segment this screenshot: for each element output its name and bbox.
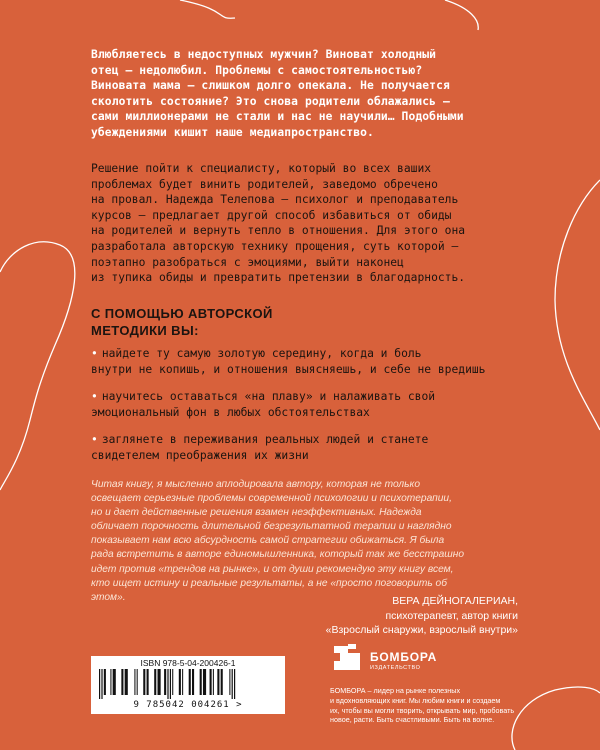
list-item-text: научитесь оставаться «на плаву» и налаживать свой (101, 390, 436, 404)
intro-line: сами миллионерами не стали и нас не научили… Подобными (91, 110, 464, 124)
barcode-bar (172, 669, 173, 695)
publisher-note-line: новое, расти. Быть счастливыми. Быть на волне. (330, 715, 495, 725)
barcode-bar (158, 669, 161, 695)
attribution-book: «Взрослый снаружи, взрослый внутри» (325, 624, 518, 636)
description-line: на родителей и вернуть тепло в отношения. Для этого она (91, 224, 466, 238)
bullet-marker: • (91, 347, 98, 360)
description-line: проблемах будет винить родителей, заведомо обречено (91, 177, 438, 191)
list-item (91, 432, 551, 463)
methods-list (91, 346, 551, 476)
barcode-bar (221, 669, 223, 695)
barcode-bar (179, 669, 181, 695)
intro-line: сколотить состояние? Это снова родители облажались – (91, 94, 450, 108)
barcode-bar (234, 669, 235, 699)
description-line: из тупика обиды и превратить претензии в благодарность. (91, 271, 466, 285)
quote-line: но и дает действенные решения взамен неэффективных. Надежда (91, 507, 422, 519)
publisher-logo (330, 640, 450, 680)
isbn-barcode (91, 656, 285, 714)
barcode-bar (189, 669, 191, 695)
barcode-bar (125, 669, 128, 695)
barcode-bar (147, 669, 149, 695)
intro-line: убеждениями кишит наше медиапространство. (91, 125, 374, 139)
barcode-bar (154, 669, 156, 695)
barcode-bar (113, 669, 116, 695)
description-line: поэтапно разобраться с эмоциями, выйти наконец (91, 255, 404, 269)
description-line: на провал. Надежда Телепова – психолог и преподаватель (91, 193, 459, 207)
list-item-text: найдете ту самую золотую середину, когда и боль (101, 347, 422, 360)
quote-line: Читая книгу, я мысленно аплодировала автору, которая не только (91, 479, 420, 490)
barcode-bar (200, 669, 202, 695)
methods-heading-line: С ПОМОЩЬЮ АВТОРСКОЙ (91, 306, 273, 321)
top-curve (180, 0, 235, 18)
quote-line: освещает серьезные проблемы современной психологии и психотерапии, (91, 493, 452, 505)
barcode-bar (143, 669, 145, 695)
quote-line: идет против «трендов на рынке», и от души рекомендую эту книгу всем, (91, 563, 454, 575)
intro-paragraph (91, 47, 541, 141)
barcode-bar (137, 669, 138, 695)
quote-line: обличает порочность длительной безрезультатной терапии и наглядно (91, 521, 452, 533)
publisher-name: БОМБОРА (370, 650, 438, 664)
barcode-bar (170, 669, 171, 699)
quote-line: показывает нам всю абсурдность самой стратегии обижаться. Я была (91, 535, 445, 547)
intro-line: отец – недолюбил. Проблемы с самостоятельностью? (91, 63, 423, 77)
description-paragraph (91, 161, 546, 286)
barcode-bar (232, 669, 233, 699)
barcode-bar (101, 669, 102, 699)
barcode-bar (110, 669, 111, 695)
list-item (91, 389, 551, 420)
review-quote (91, 478, 536, 605)
bullet-marker: • (91, 433, 98, 447)
description-line: курсов – предлагает другой способ избавиться от обиды (91, 208, 452, 222)
quote-line: кто ищет истину и реальные результаты, а не «просто поговорить об (91, 577, 447, 589)
barcode-bar (104, 669, 106, 695)
intro-line: Влюбляетесь в недоступных мужчин? Виноват холодный (91, 48, 437, 61)
quote-line: этом». (91, 591, 126, 603)
description-line: разработала авторскую технику прощения, суть которой – (91, 239, 459, 253)
attribution-name: ВЕРА ДЕЙНОГАЛЕРИАН, (392, 595, 518, 607)
barcode-bar (121, 669, 123, 695)
barcode-bar (203, 669, 206, 695)
right-curve (555, 180, 600, 430)
list-item-text: свидетелем преображения их жизни (91, 448, 309, 462)
list-item (91, 346, 551, 377)
barcode-bar (217, 669, 219, 695)
publisher-description (330, 686, 526, 725)
publisher-note-line: и вдохновляющих книг. Мы любим книги и создаем (330, 695, 501, 705)
intro-line: Виновата мама – слишком долго опекала. Не получается (91, 79, 450, 93)
methods-heading-line: МЕТОДИКИ ВЫ: (91, 323, 199, 338)
isbn-label: ISBN 978-5-04-200426-1 (140, 658, 236, 668)
description-line: Решение пойти к специалисту, который во всех ваших (91, 162, 432, 175)
list-item-text: заглянете в переживания реальных людей и станете (101, 433, 429, 447)
attribution-role: психотерапевт, автор книги (385, 609, 518, 622)
publisher-note-line: БОМБОРА – лидер на рынке полезных (330, 686, 461, 695)
barcode-bar (164, 669, 166, 695)
publisher-note-line: их, чтобы вы могли творить, открывать мир, пробовать (330, 705, 515, 715)
top-arc (445, 0, 478, 30)
barcode-digits: 9 785042 004261 > (133, 700, 243, 710)
bombora-logo-icon (330, 640, 366, 676)
quote-attribution (218, 594, 518, 638)
barcode-bar (134, 669, 135, 695)
list-item-text: внутри не копишь, и отношения выясняешь, и себе не вредишь (91, 362, 486, 376)
left-curve (0, 242, 75, 490)
quote-line: рада встретить в авторе единомышленника, который так же бесстрашно (91, 549, 465, 561)
barcode-bar (213, 669, 214, 695)
barcode-bars (93, 669, 283, 699)
bullet-marker: • (91, 390, 98, 404)
list-item-text: эмоциональный фон в любых обстоятельствах (91, 405, 370, 419)
barcode-bar (182, 669, 183, 695)
barcode-bar (229, 669, 230, 695)
barcode-bar (210, 669, 212, 695)
methods-heading (91, 305, 391, 339)
publisher-subtitle: ИЗДАТЕЛЬСТВО (370, 665, 421, 671)
barcode-bar (192, 669, 194, 695)
barcode-bar (167, 669, 168, 699)
barcode-bar (99, 669, 100, 699)
